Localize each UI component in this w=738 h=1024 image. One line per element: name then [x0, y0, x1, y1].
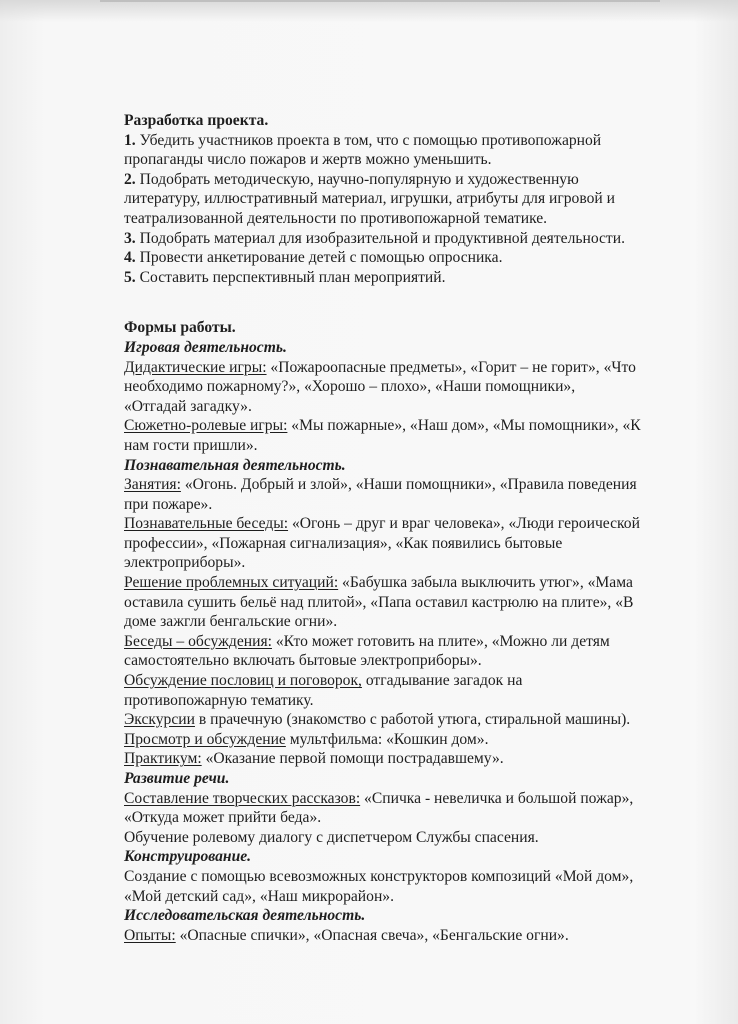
project-step-text: Провести анкетирование детей с помощью опросника.: [139, 249, 503, 267]
problem-situations-text: «Бабушка забыла выключить утюг», «Мама: [338, 574, 633, 592]
project-step-number: 2.: [124, 170, 136, 188]
stories-label: Составление творческих рассказов:: [124, 789, 361, 807]
project-step-line: [124, 209, 724, 229]
stories-text: «Спичка - невеличка и большой пожар»,: [360, 789, 634, 807]
talks-line-3: электроприборы».: [124, 554, 246, 572]
discussions-line-2: самостоятельно включать бытовые электроприборы».: [124, 652, 482, 670]
project-step-text: Подобрать методическую, научно-популярную и художественную: [139, 170, 579, 188]
didactic-games-line: [124, 358, 724, 378]
talks-label: Познавательные беседы:: [124, 515, 289, 533]
construction-line-2: «Мой детский сад», «Наш микрорайон».: [124, 887, 394, 905]
project-title: Разработка проекта.: [124, 112, 269, 129]
role-games-line-2: нам гости пришли».: [124, 436, 258, 454]
experiments-text: «Опасные спички», «Опасная свеча», «Бенгальские огни».: [175, 926, 569, 944]
proverbs-text: отгадывание загадок на: [361, 672, 523, 690]
project-step-line: [124, 189, 724, 209]
project-step-text: Убедить участников проекта в том, что с помощью противопожарной: [139, 131, 602, 149]
excursions-label: Экскурсии: [124, 711, 195, 729]
viewing-text: мультфильма: «Кошкин дом».: [285, 730, 489, 748]
scan-edge-mark: [100, 0, 660, 2]
project-steps-list: [124, 131, 724, 288]
experiments-line: [124, 926, 724, 946]
project-step-number: 5.: [124, 268, 136, 286]
project-step-line: [124, 268, 724, 288]
stories-line-2: «Откуда может прийти беда».: [124, 809, 322, 827]
proverbs-line: [124, 671, 724, 691]
project-step-line: [124, 248, 724, 268]
excursions-line: [124, 710, 724, 730]
cognitive-section-title: Познавательная деятельность.: [124, 456, 346, 474]
research-section-title: Исследовательская деятельность.: [124, 907, 366, 925]
project-step-number: 1.: [124, 131, 136, 149]
excursions-text: в прачечную (знакомство с работой утюга, стиральной машины).: [194, 711, 631, 729]
practicum-line: [124, 749, 724, 769]
didactic-games-line-3: «Отгадай загадку».: [124, 397, 252, 415]
viewing-label: Просмотр и обсуждение: [124, 730, 286, 748]
lessons-label: Занятия:: [124, 476, 181, 494]
practicum-text: «Оказание первой помощи пострадавшему».: [201, 750, 504, 768]
talks-text: «Огонь – друг и враг человека», «Люди героической: [288, 515, 640, 533]
project-step-text: литературу, иллюстративный материал, игрушки, атрибуты для игровой и: [124, 190, 615, 208]
talks-line: [124, 514, 724, 534]
practicum-label: Практикум:: [124, 750, 202, 768]
project-step-line: [124, 170, 724, 190]
project-step-text: Подобрать материал для изобразительной и продуктивной деятельности.: [139, 229, 625, 247]
problem-situations-label: Решение проблемных ситуаций:: [124, 574, 339, 592]
forms-title: Формы работы.: [124, 319, 236, 337]
project-step-text: Составить перспективный план мероприятий.: [139, 268, 446, 286]
section-gap: [124, 287, 724, 318]
lessons-line-2: при пожаре».: [124, 495, 213, 513]
talks-line-2: профессии», «Пожарная сигнализация», «Как появились бытовые: [124, 534, 563, 552]
proverbs-label: Обсуждение пословиц и поговорок,: [124, 672, 362, 690]
lessons-text: «Огонь. Добрый и злой», «Наши помощники», «Правила поведения: [180, 476, 637, 494]
problem-situations-line-3: доме зажгли бенгальские огни».: [124, 613, 338, 631]
project-step-line: [124, 150, 724, 170]
experiments-label: Опыты:: [124, 926, 176, 944]
didactic-games-label: Дидактические игры:: [124, 358, 267, 376]
construction-line-1: Создание с помощью всевозможных конструкторов композиций «Мой дом»,: [124, 867, 634, 885]
scan-shadow: [0, 0, 738, 22]
proverbs-line-2: противопожарную тематику.: [124, 691, 314, 709]
lessons-line: [124, 475, 724, 495]
project-step-number: 4.: [124, 249, 136, 267]
discussions-text: «Кто может готовить на плите», «Можно ли детям: [271, 632, 610, 650]
project-step-text: театрализованной деятельности по противопожарной тематике.: [124, 209, 548, 227]
didactic-games-line-2: необходимо пожарному?», «Хорошо – плохо», «Наши помощники»,: [124, 378, 576, 396]
project-step-text: пропаганды число пожаров и жертв можно уменьшить.: [124, 151, 492, 169]
project-step-line: [124, 131, 724, 151]
stories-line: [124, 789, 724, 809]
discussions-label: Беседы – обсуждения:: [124, 632, 272, 650]
project-step-number: 3.: [124, 229, 136, 247]
construction-section-title: Конструирование.: [124, 848, 252, 866]
viewing-line: [124, 730, 724, 750]
role-games-text: «Мы пожарные», «Наш дом», «Мы помощники», «К: [287, 417, 641, 435]
problem-situations-line-2: оставила сушить бельё над плитой», «Папа оставил кастрюлю на плите», «В: [124, 593, 634, 611]
speech-section-title: Развитие речи.: [124, 770, 230, 787]
project-step-line: [124, 229, 724, 249]
role-games-line: [124, 416, 724, 436]
document-body: [124, 111, 724, 945]
problem-situations-line: [124, 573, 724, 593]
discussions-line: [124, 632, 724, 652]
dialog-line: Обучение ролевому диалогу с диспетчером Службы спасения.: [124, 828, 539, 846]
didactic-games-text: «Пожароопасные предметы», «Горит – не горит», «Что: [266, 358, 636, 376]
game-section-title: Игровая деятельность.: [124, 338, 287, 356]
role-games-label: Сюжетно-ролевые игры:: [124, 417, 288, 435]
